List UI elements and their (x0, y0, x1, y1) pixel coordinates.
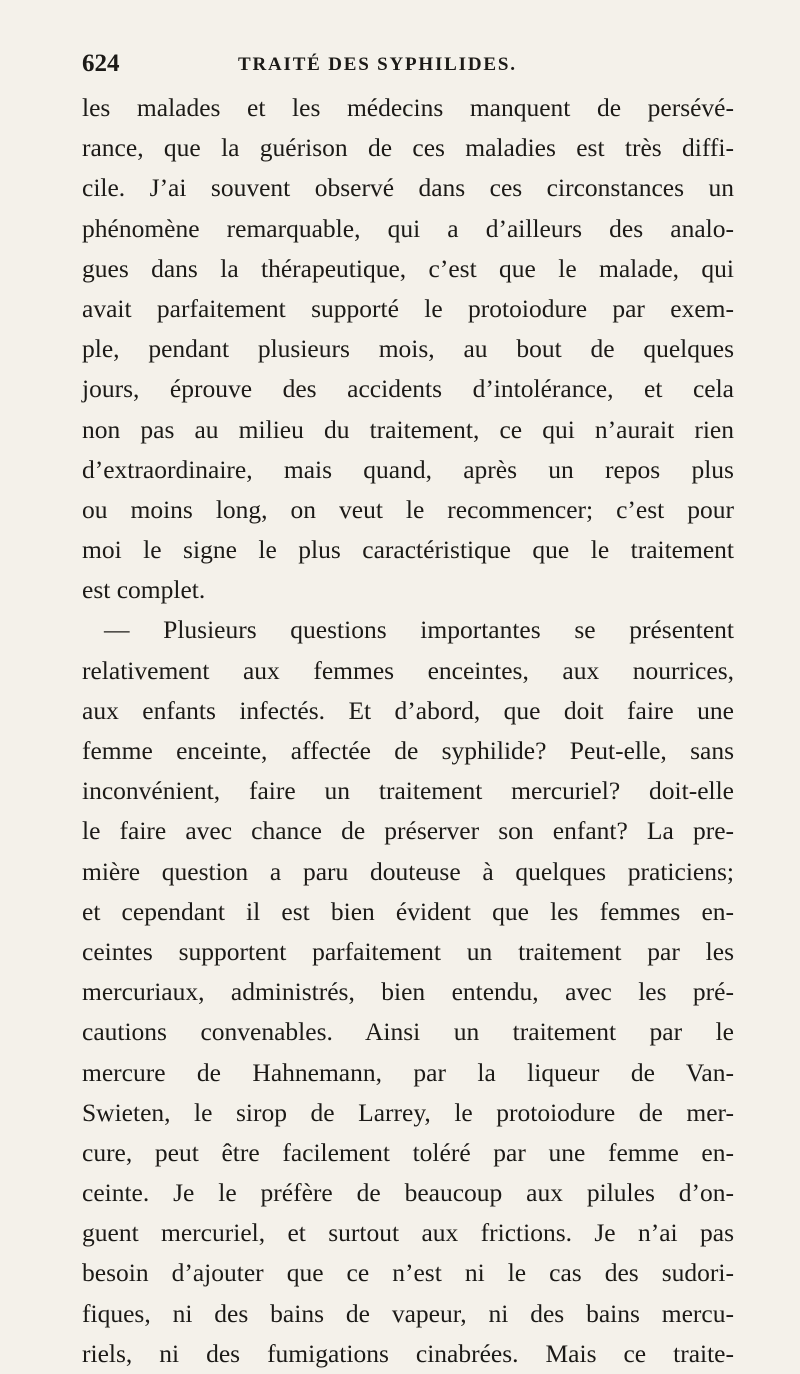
text-line: cure, peut être facilement toléré par une femme en- (82, 1137, 734, 1167)
text-line: riels, ni des fumigations cinabrées. Mais ce traite- (82, 1338, 734, 1368)
text-line: est complet. (82, 575, 206, 605)
text-line: aux enfants infectés. Et d’abord, que doit faire une (82, 695, 734, 725)
text-line: non pas au milieu du traitement, ce qui n’aurait rien (82, 414, 734, 444)
text-line: fiques, ni des bains de vapeur, ni des bains mercu- (82, 1298, 734, 1328)
text-line: avait parfaitement supporté le protoiodure par exem- (82, 293, 734, 323)
text-line: cile. J’ai souvent observé dans ces circonstances un (82, 173, 734, 203)
text-line: les malades et les médecins manquent de persévé- (82, 93, 734, 122)
text-line: le faire avec chance de préserver son enfant? La pre- (82, 816, 734, 846)
text-line: d’extraordinaire, mais quand, après un repos plus (82, 454, 734, 484)
text-line: cautions convenables. Ainsi un traitement par le (82, 1017, 734, 1047)
text-line: relativement aux femmes enceintes, aux nourrices, (82, 655, 734, 685)
text-line: et cependant il est bien évident que les femmes en- (82, 896, 734, 926)
text-line: ceintes supportent parfaitement un traitement par les (82, 936, 734, 966)
text-line: femme enceinte, affectée de syphilide? Peut-elle, sans (82, 736, 734, 765)
text-line: mercuriaux, administrés, bien entendu, avec les pré- (82, 977, 734, 1007)
text-line: phénomène remarquable, qui a d’ailleurs des analo- (82, 213, 734, 243)
text-line: inconvénient, faire un traitement mercuriel? doit-elle (82, 776, 734, 806)
text-line: ceinte. Je le préfère de beaucoup aux pilules d’on- (82, 1178, 734, 1208)
text-line: moi le signe le plus caractéristique que le traitement (82, 535, 734, 565)
text-line: mercure de Hahnemann, par la liqueur de Van- (82, 1057, 734, 1087)
text-line: rance, que la guérison de ces maladies est très diffi- (82, 133, 734, 163)
text-line: gues dans la thérapeutique, c’est que le malade, qui (82, 253, 734, 283)
page-number: 624 (82, 50, 120, 77)
running-title: TRAITÉ DES SYPHILIDES. (238, 54, 517, 75)
text-line: — Plusieurs questions importantes se présentent (104, 615, 734, 645)
running-head (82, 50, 727, 90)
text-line: guent mercuriel, et surtout aux frictions. Je n’ai pas (82, 1218, 734, 1248)
text-line: ou moins long, on veut le recommencer; c’est pour (82, 494, 734, 524)
text-line: Swieten, le sirop de Larrey, le protoiodure de mer- (82, 1097, 734, 1127)
text-line: besoin d’ajouter que ce n’est ni le cas des sudori- (82, 1258, 734, 1288)
text-line: ple, pendant plusieurs mois, au bout de quelques (82, 334, 734, 364)
text-line: jours, éprouve des accidents d’intolérance, et cela (82, 374, 734, 404)
text-line: mière question a paru douteuse à quelques praticiens; (82, 856, 734, 886)
body-text (82, 88, 734, 1374)
